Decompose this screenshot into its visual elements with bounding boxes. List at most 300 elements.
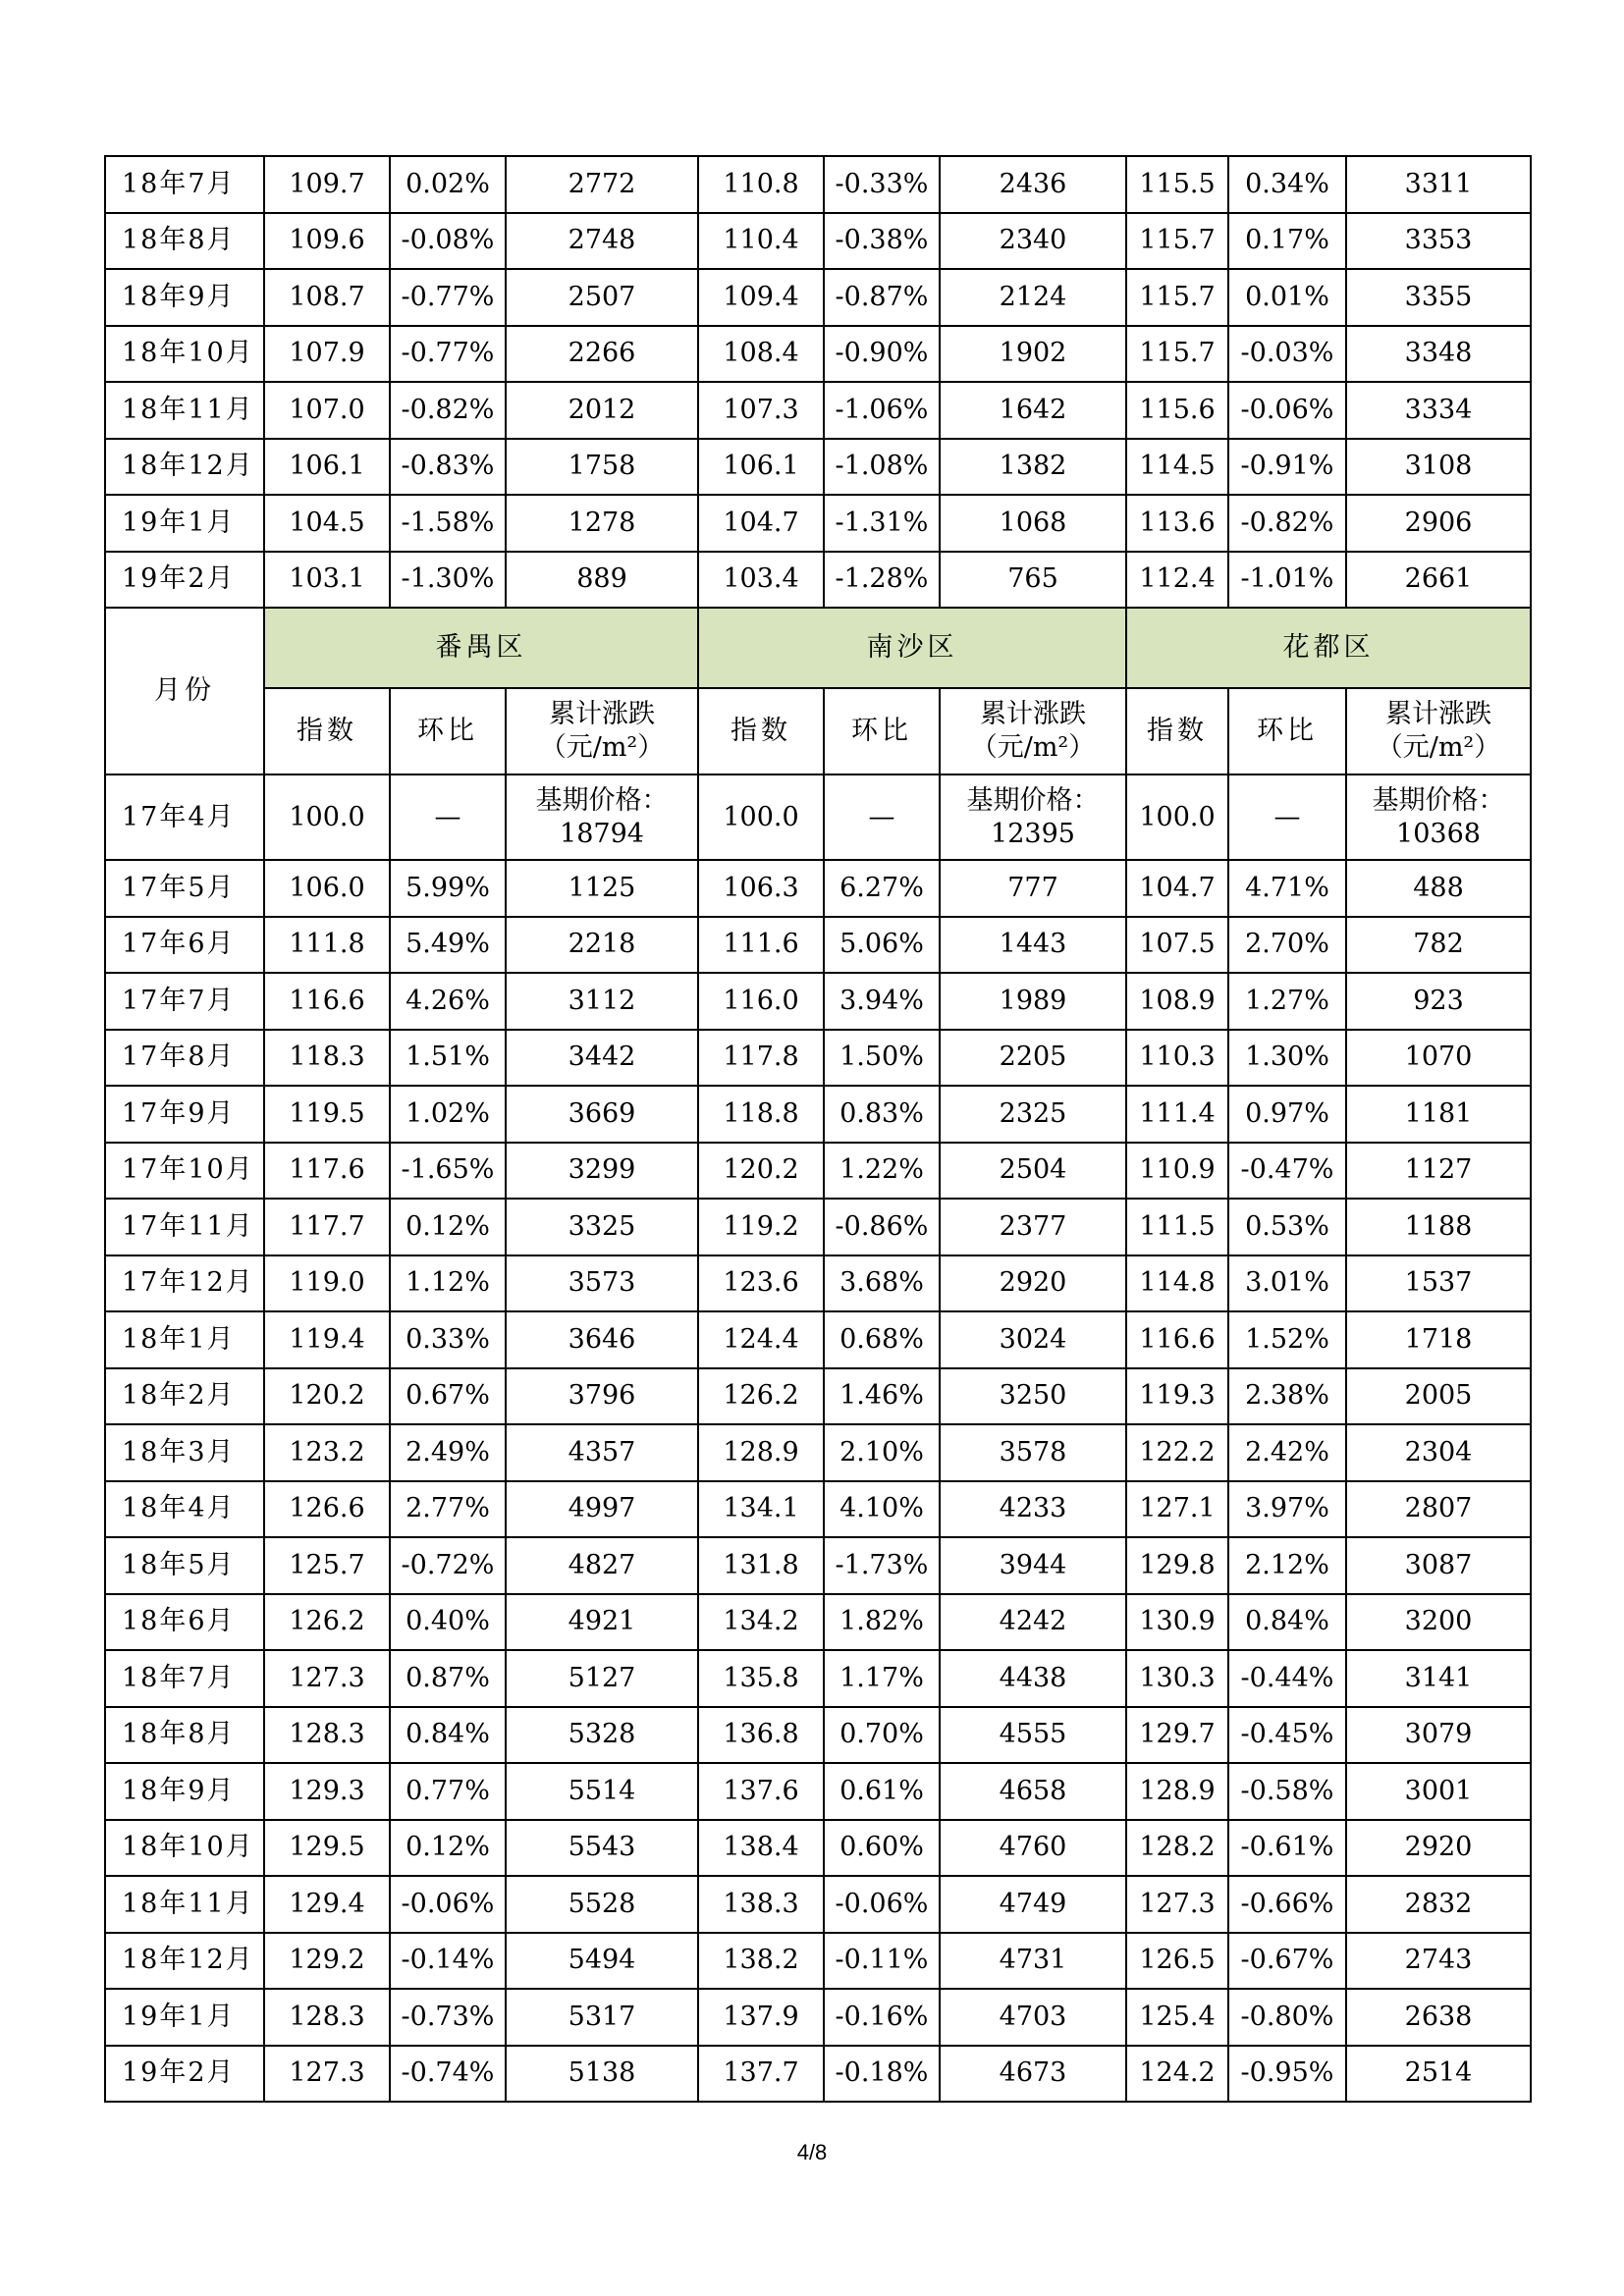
index-cell: 129.3 [264, 1763, 390, 1820]
index-cell: 115.7 [1126, 326, 1228, 383]
cumulative-header-line2: （元/m²） [970, 732, 1096, 763]
index-cell: 127.1 [1126, 1481, 1228, 1538]
mom-cell: 4.71% [1228, 860, 1346, 917]
table-row [105, 973, 1531, 1030]
mom-cell: 6.27% [824, 860, 940, 917]
index-cell: 110.9 [1126, 1143, 1228, 1200]
table-row [105, 1143, 1531, 1200]
index-cell: 112.4 [1126, 552, 1228, 609]
district-header-huadu: 花都区 [1126, 608, 1531, 688]
index-cell: 108.7 [264, 269, 390, 326]
cumulative-cell: 1989 [940, 973, 1126, 1030]
mom-cell: 1.27% [1228, 973, 1346, 1030]
mom-cell: -0.44% [1228, 1650, 1346, 1707]
mom-cell: 5.49% [390, 917, 506, 974]
index-cell: 117.8 [698, 1030, 824, 1087]
cumulative-cell: 4242 [940, 1594, 1126, 1651]
cumulative-cell: 1642 [940, 382, 1126, 439]
mom-cell: -0.72% [390, 1537, 506, 1594]
table-row [105, 1876, 1531, 1933]
cumulative-cell: 3646 [506, 1311, 698, 1368]
mom-cell: — [1228, 774, 1346, 860]
mom-cell: 0.17% [1228, 213, 1346, 270]
cumulative-cell: 4438 [940, 1650, 1126, 1707]
table-row [105, 1933, 1531, 1990]
cumulative-cell: 3112 [506, 973, 698, 1030]
month-cell: 18年1月 [105, 1311, 264, 1368]
index-column-header: 指数 [1126, 688, 1228, 774]
cumulative-column-header [940, 688, 1126, 774]
cumulative-cell: 923 [1346, 973, 1531, 1030]
mom-column-header: 环比 [390, 688, 506, 774]
cumulative-cell: 1278 [506, 495, 698, 552]
mom-cell: 0.02% [390, 156, 506, 213]
cumulative-cell: 3573 [506, 1255, 698, 1312]
index-cell: 116.0 [698, 973, 824, 1030]
base-price-cell [1346, 774, 1531, 860]
base-price-label: 基期价格： [1372, 784, 1505, 816]
cumulative-header-line1: 累计涨跌 [549, 699, 655, 730]
cumulative-column-header [506, 688, 698, 774]
month-cell: 19年2月 [105, 552, 264, 609]
index-cell: 111.6 [698, 917, 824, 974]
cumulative-cell: 1443 [940, 917, 1126, 974]
cumulative-header-line2: （元/m²） [539, 732, 665, 763]
index-cell: 138.4 [698, 1820, 824, 1877]
index-cell: 106.1 [698, 439, 824, 496]
index-cell: 109.7 [264, 156, 390, 213]
mom-cell: 0.33% [390, 1311, 506, 1368]
mom-cell: 2.70% [1228, 917, 1346, 974]
mom-cell: 0.53% [1228, 1199, 1346, 1255]
mom-cell: 2.42% [1228, 1424, 1346, 1481]
cumulative-cell: 2772 [506, 156, 698, 213]
cumulative-cell: 4658 [940, 1763, 1126, 1820]
index-cell: 137.9 [698, 1989, 824, 2046]
mom-cell: 0.68% [824, 1311, 940, 1368]
index-cell: 104.7 [698, 495, 824, 552]
month-cell: 18年5月 [105, 1537, 264, 1594]
month-cell: 17年4月 [105, 774, 264, 860]
cumulative-cell: 3200 [1346, 1594, 1531, 1651]
mom-cell: 1.02% [390, 1086, 506, 1143]
cumulative-cell: 3024 [940, 1311, 1126, 1368]
mom-cell: -0.87% [824, 269, 940, 326]
mom-cell: 0.87% [390, 1650, 506, 1707]
month-cell: 18年9月 [105, 269, 264, 326]
index-cell: 114.8 [1126, 1255, 1228, 1312]
table-row [105, 1989, 1531, 2046]
mom-cell: -0.83% [390, 439, 506, 496]
month-cell: 17年5月 [105, 860, 264, 917]
mom-cell: -0.61% [1228, 1820, 1346, 1877]
table-row [105, 917, 1531, 974]
page-number: 4/8 [796, 2140, 828, 2164]
cumulative-cell: 2807 [1346, 1481, 1531, 1538]
cumulative-cell: 3141 [1346, 1650, 1531, 1707]
index-cell: 118.8 [698, 1086, 824, 1143]
cumulative-cell: 3079 [1346, 1707, 1531, 1764]
mom-cell: -1.31% [824, 495, 940, 552]
index-cell: 129.8 [1126, 1537, 1228, 1594]
cumulative-cell: 3087 [1346, 1537, 1531, 1594]
month-cell: 17年12月 [105, 1255, 264, 1312]
table-row [105, 552, 1531, 609]
table-row [105, 860, 1531, 917]
cumulative-cell: 2504 [940, 1143, 1126, 1200]
cumulative-cell: 4997 [506, 1481, 698, 1538]
cumulative-cell: 889 [506, 552, 698, 609]
index-cell: 103.1 [264, 552, 390, 609]
mom-cell: 3.97% [1228, 1481, 1346, 1538]
cumulative-cell: 4731 [940, 1933, 1126, 1990]
mom-cell: 5.06% [824, 917, 940, 974]
cumulative-cell: 2266 [506, 326, 698, 383]
month-cell: 17年11月 [105, 1199, 264, 1255]
mom-cell: -0.18% [824, 2046, 940, 2103]
base-price-label: 基期价格： [966, 784, 1100, 816]
mom-cell: 3.68% [824, 1255, 940, 1312]
index-cell: 104.5 [264, 495, 390, 552]
index-column-header: 指数 [698, 688, 824, 774]
index-cell: 119.0 [264, 1255, 390, 1312]
index-cell: 119.2 [698, 1199, 824, 1255]
mom-cell: -0.08% [390, 213, 506, 270]
table-header [105, 608, 1531, 860]
cumulative-cell: 2325 [940, 1086, 1126, 1143]
cumulative-cell: 1125 [506, 860, 698, 917]
month-cell: 18年6月 [105, 1594, 264, 1651]
month-cell: 18年7月 [105, 156, 264, 213]
index-cell: 107.5 [1126, 917, 1228, 974]
table-row [105, 1255, 1531, 1312]
table-row [105, 1650, 1531, 1707]
index-cell: 124.2 [1126, 2046, 1228, 2103]
index-cell: 127.3 [1126, 1876, 1228, 1933]
index-cell: 116.6 [264, 973, 390, 1030]
table-row [105, 1311, 1531, 1368]
mom-cell: 1.17% [824, 1650, 940, 1707]
mom-cell: 0.67% [390, 1368, 506, 1425]
index-cell: 127.3 [264, 1650, 390, 1707]
index-cell: 110.8 [698, 156, 824, 213]
cumulative-cell: 2005 [1346, 1368, 1531, 1425]
cumulative-cell: 782 [1346, 917, 1531, 974]
cumulative-cell: 1068 [940, 495, 1126, 552]
district-header-nansha: 南沙区 [698, 608, 1126, 688]
mom-cell: 2.77% [390, 1481, 506, 1538]
month-cell: 17年7月 [105, 973, 264, 1030]
cumulative-cell: 1127 [1346, 1143, 1531, 1200]
cumulative-cell: 2507 [506, 269, 698, 326]
index-cell: 131.8 [698, 1537, 824, 1594]
index-cell: 116.6 [1126, 1311, 1228, 1368]
mom-cell: -0.80% [1228, 1989, 1346, 2046]
index-cell: 115.5 [1126, 156, 1228, 213]
index-cell: 134.2 [698, 1594, 824, 1651]
cumulative-cell: 2832 [1346, 1876, 1531, 1933]
index-cell: 104.7 [1126, 860, 1228, 917]
cumulative-header-line1: 累计涨跌 [1385, 699, 1491, 730]
index-cell: 123.6 [698, 1255, 824, 1312]
cumulative-cell: 2304 [1346, 1424, 1531, 1481]
cumulative-cell: 3944 [940, 1537, 1126, 1594]
mom-cell: 1.30% [1228, 1030, 1346, 1087]
mom-cell: 0.97% [1228, 1086, 1346, 1143]
mom-cell: -0.06% [824, 1876, 940, 1933]
cumulative-cell: 4357 [506, 1424, 698, 1481]
month-cell: 17年6月 [105, 917, 264, 974]
cumulative-cell: 3669 [506, 1086, 698, 1143]
cumulative-cell: 2748 [506, 213, 698, 270]
index-cell: 113.6 [1126, 495, 1228, 552]
district-header-panyu: 番禺区 [264, 608, 698, 688]
mom-cell: -0.45% [1228, 1707, 1346, 1764]
mom-cell: 0.84% [1228, 1594, 1346, 1651]
cumulative-cell: 1537 [1346, 1255, 1531, 1312]
mom-cell: -1.58% [390, 495, 506, 552]
cumulative-header-line2: （元/m²） [1376, 732, 1501, 763]
cumulative-cell: 4555 [940, 1707, 1126, 1764]
top-table-body [105, 156, 1531, 608]
month-cell: 18年10月 [105, 1820, 264, 1877]
mom-cell: 2.49% [390, 1424, 506, 1481]
mom-cell: -0.74% [390, 2046, 506, 2103]
mom-cell: 1.51% [390, 1030, 506, 1087]
mom-cell: 2.10% [824, 1424, 940, 1481]
base-price-cell [506, 774, 698, 860]
table-row [105, 1424, 1531, 1481]
cumulative-cell: 1758 [506, 439, 698, 496]
cumulative-cell: 5543 [506, 1820, 698, 1877]
mom-cell: 4.10% [824, 1481, 940, 1538]
table-row [105, 439, 1531, 496]
index-cell: 138.3 [698, 1876, 824, 1933]
mom-cell: -0.67% [1228, 1933, 1346, 1990]
index-cell: 122.2 [1126, 1424, 1228, 1481]
mom-cell: — [824, 774, 940, 860]
cumulative-cell: 3355 [1346, 269, 1531, 326]
cumulative-cell: 1718 [1346, 1311, 1531, 1368]
cumulative-cell: 3325 [506, 1199, 698, 1255]
cumulative-column-header [1346, 688, 1531, 774]
cumulative-cell: 3299 [506, 1143, 698, 1200]
index-cell: 128.3 [264, 1989, 390, 2046]
mom-cell: 2.38% [1228, 1368, 1346, 1425]
cumulative-cell: 2661 [1346, 552, 1531, 609]
cumulative-cell: 5127 [506, 1650, 698, 1707]
index-cell: 111.4 [1126, 1086, 1228, 1143]
month-cell: 18年9月 [105, 1763, 264, 1820]
cumulative-cell: 765 [940, 552, 1126, 609]
cumulative-cell: 5528 [506, 1876, 698, 1933]
month-cell: 17年10月 [105, 1143, 264, 1200]
cumulative-cell: 3348 [1346, 326, 1531, 383]
index-cell: 110.3 [1126, 1030, 1228, 1087]
month-cell: 18年12月 [105, 439, 264, 496]
table-row [105, 1199, 1531, 1255]
mom-cell: 1.22% [824, 1143, 940, 1200]
mom-cell: -0.47% [1228, 1143, 1346, 1200]
index-cell: 100.0 [264, 774, 390, 860]
month-cell: 19年2月 [105, 2046, 264, 2103]
index-cell: 129.2 [264, 1933, 390, 1990]
table-row [105, 213, 1531, 270]
mom-cell: 0.34% [1228, 156, 1346, 213]
index-cell: 134.1 [698, 1481, 824, 1538]
mom-cell: 0.12% [390, 1820, 506, 1877]
mom-cell: 0.77% [390, 1763, 506, 1820]
table-row [105, 1481, 1531, 1538]
cumulative-cell: 3250 [940, 1368, 1126, 1425]
base-price-cell [940, 774, 1126, 860]
mom-cell: -0.73% [390, 1989, 506, 2046]
mom-cell: -1.73% [824, 1537, 940, 1594]
table-row [105, 1086, 1531, 1143]
month-cell: 19年1月 [105, 495, 264, 552]
mom-cell: 0.40% [390, 1594, 506, 1651]
table-row [105, 495, 1531, 552]
mom-cell: -0.16% [824, 1989, 940, 2046]
mom-cell: -0.77% [390, 269, 506, 326]
table-row [105, 1763, 1531, 1820]
month-cell: 18年3月 [105, 1424, 264, 1481]
base-price-value: 10368 [1396, 818, 1481, 849]
mom-cell: -0.11% [824, 1933, 940, 1990]
cumulative-cell: 4673 [940, 2046, 1126, 2103]
index-cell: 115.7 [1126, 269, 1228, 326]
index-cell: 129.7 [1126, 1707, 1228, 1764]
index-cell: 109.4 [698, 269, 824, 326]
cumulative-cell: 3442 [506, 1030, 698, 1087]
cumulative-cell: 2514 [1346, 2046, 1531, 2103]
index-cell: 135.8 [698, 1650, 824, 1707]
index-cell: 110.4 [698, 213, 824, 270]
index-cell: 123.2 [264, 1424, 390, 1481]
index-cell: 109.6 [264, 213, 390, 270]
month-cell: 17年8月 [105, 1030, 264, 1087]
mom-cell: 4.26% [390, 973, 506, 1030]
mom-cell: 0.83% [824, 1086, 940, 1143]
table-row [105, 269, 1531, 326]
index-cell: 115.7 [1126, 213, 1228, 270]
index-cell: 106.1 [264, 439, 390, 496]
mom-cell: -0.95% [1228, 2046, 1346, 2103]
mom-cell: 0.60% [824, 1820, 940, 1877]
index-cell: 128.9 [1126, 1763, 1228, 1820]
month-cell: 19年1月 [105, 1989, 264, 2046]
cumulative-cell: 777 [940, 860, 1126, 917]
month-cell: 18年12月 [105, 1933, 264, 1990]
mom-cell: 3.01% [1228, 1255, 1346, 1312]
index-cell: 129.5 [264, 1820, 390, 1877]
index-column-header: 指数 [264, 688, 390, 774]
index-cell: 117.7 [264, 1199, 390, 1255]
table-row [105, 326, 1531, 383]
cumulative-cell: 4760 [940, 1820, 1126, 1877]
mom-cell: -1.06% [824, 382, 940, 439]
cumulative-cell: 1070 [1346, 1030, 1531, 1087]
mom-cell: 0.01% [1228, 269, 1346, 326]
index-cell: 120.2 [698, 1143, 824, 1200]
mom-cell: -1.01% [1228, 552, 1346, 609]
index-cell: 136.8 [698, 1707, 824, 1764]
index-cell: 128.2 [1126, 1820, 1228, 1877]
cumulative-cell: 2920 [1346, 1820, 1531, 1877]
mom-cell: -0.66% [1228, 1876, 1346, 1933]
index-cell: 137.7 [698, 2046, 824, 2103]
cumulative-cell: 2638 [1346, 1989, 1531, 2046]
table-row [105, 1537, 1531, 1594]
month-cell: 17年9月 [105, 1086, 264, 1143]
mom-cell: -0.77% [390, 326, 506, 383]
cumulative-cell: 5494 [506, 1933, 698, 1990]
index-cell: 107.9 [264, 326, 390, 383]
cumulative-cell: 2124 [940, 269, 1126, 326]
cumulative-cell: 3001 [1346, 1763, 1531, 1820]
index-cell: 100.0 [1126, 774, 1228, 860]
index-cell: 108.9 [1126, 973, 1228, 1030]
mom-cell: -0.82% [1228, 495, 1346, 552]
index-cell: 108.4 [698, 326, 824, 383]
index-cell: 107.0 [264, 382, 390, 439]
table-row [105, 1707, 1531, 1764]
index-cell: 115.6 [1126, 382, 1228, 439]
cumulative-cell: 2743 [1346, 1933, 1531, 1990]
table-row [105, 1030, 1531, 1087]
cumulative-cell: 1181 [1346, 1086, 1531, 1143]
index-cell: 126.5 [1126, 1933, 1228, 1990]
index-cell: 119.4 [264, 1311, 390, 1368]
index-cell: 117.6 [264, 1143, 390, 1200]
month-cell: 18年7月 [105, 1650, 264, 1707]
cumulative-cell: 2340 [940, 213, 1126, 270]
month-cell: 18年11月 [105, 1876, 264, 1933]
mom-cell: -0.03% [1228, 326, 1346, 383]
price-index-table [104, 155, 1532, 2103]
table-row [105, 1368, 1531, 1425]
bottom-table-body [105, 860, 1531, 2102]
mom-cell: -1.28% [824, 552, 940, 609]
index-cell: 126.2 [698, 1368, 824, 1425]
cumulative-cell: 3334 [1346, 382, 1531, 439]
cumulative-cell: 2218 [506, 917, 698, 974]
month-cell: 18年8月 [105, 1707, 264, 1764]
mom-cell: -0.58% [1228, 1763, 1346, 1820]
month-cell: 18年11月 [105, 382, 264, 439]
mom-cell: 0.12% [390, 1199, 506, 1255]
index-cell: 130.9 [1126, 1594, 1228, 1651]
mom-cell: -0.06% [1228, 382, 1346, 439]
mom-cell: -0.90% [824, 326, 940, 383]
month-column-header: 月份 [105, 608, 264, 774]
mom-cell: -1.65% [390, 1143, 506, 1200]
mom-cell: 0.61% [824, 1763, 940, 1820]
table-row [105, 2046, 1531, 2103]
index-cell: 128.3 [264, 1707, 390, 1764]
index-cell: 114.5 [1126, 439, 1228, 496]
month-cell: 18年10月 [105, 326, 264, 383]
cumulative-cell: 3578 [940, 1424, 1126, 1481]
mom-cell: -1.30% [390, 552, 506, 609]
cumulative-cell: 4233 [940, 1481, 1126, 1538]
mom-cell: 1.52% [1228, 1311, 1346, 1368]
cumulative-cell: 1382 [940, 439, 1126, 496]
mom-cell: -0.06% [390, 1876, 506, 1933]
cumulative-cell: 2377 [940, 1199, 1126, 1255]
mom-cell: 1.46% [824, 1368, 940, 1425]
cumulative-cell: 488 [1346, 860, 1531, 917]
